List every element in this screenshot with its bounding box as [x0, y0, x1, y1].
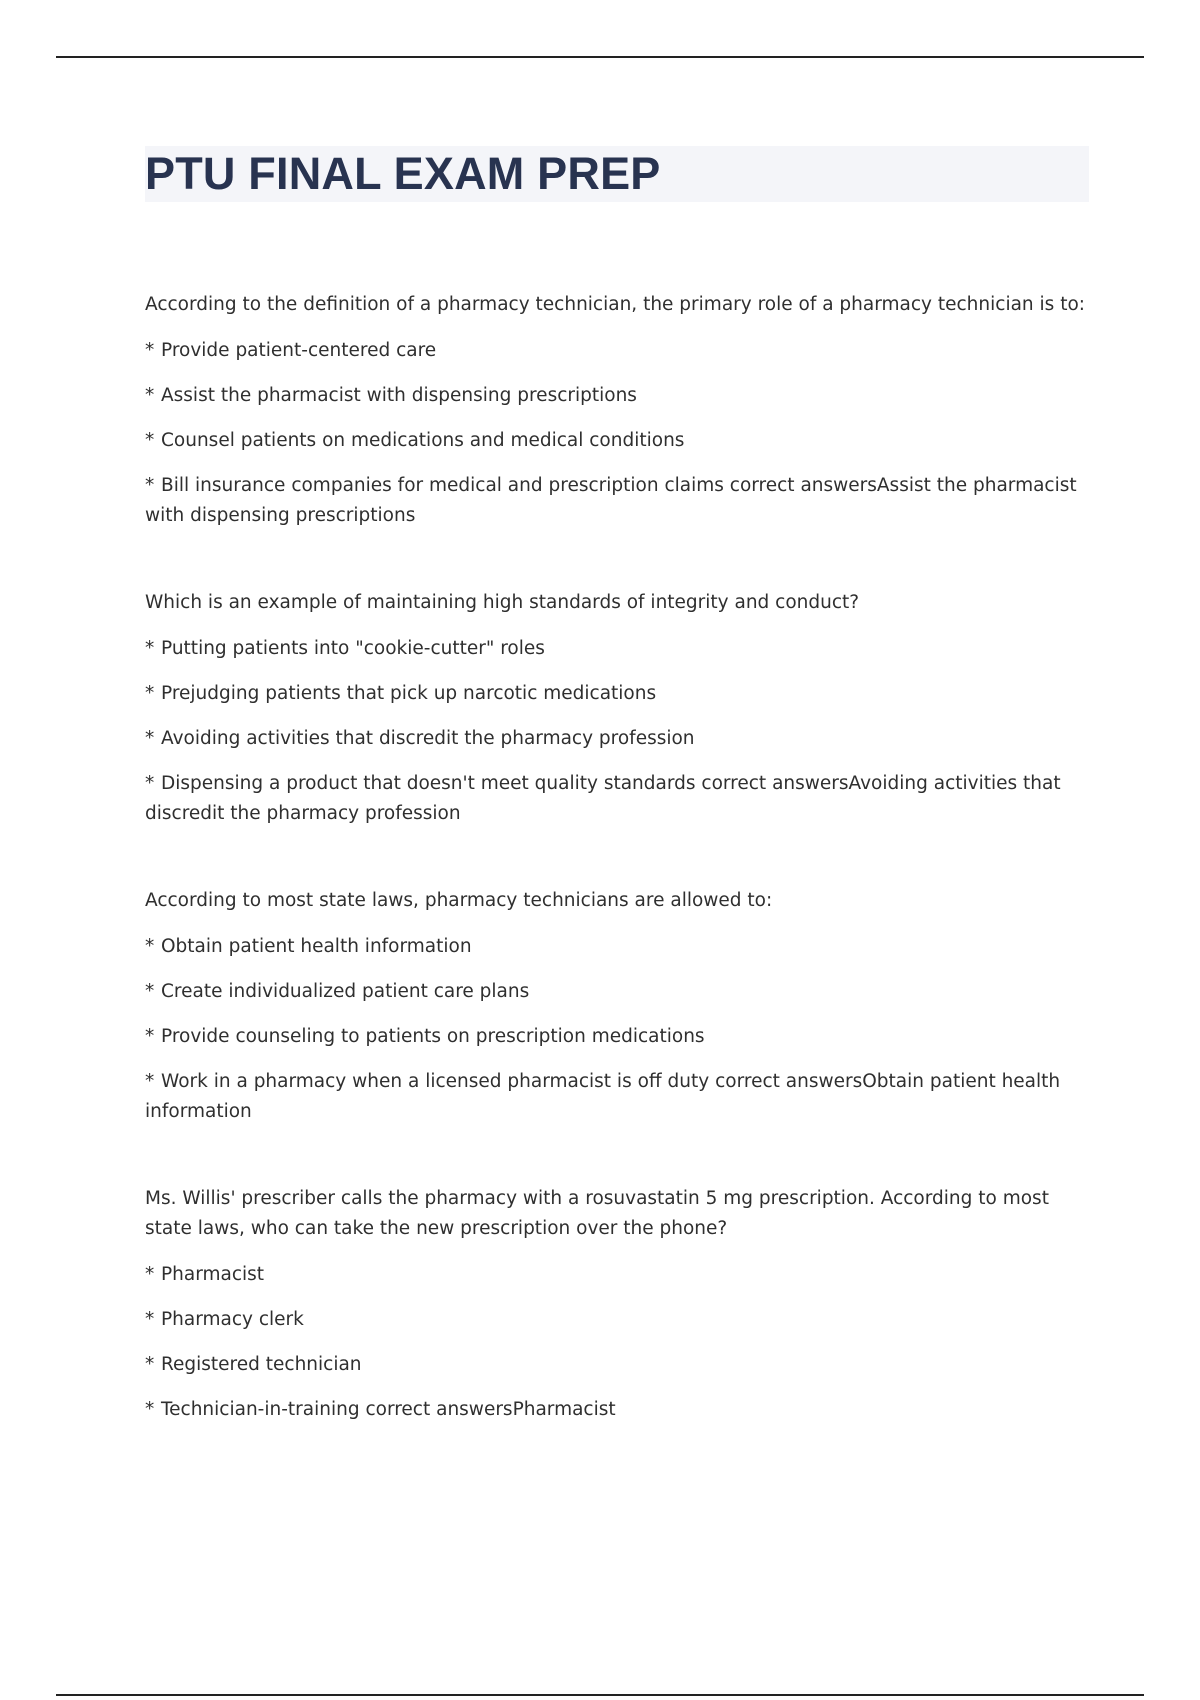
question-text: According to the definition of a pharmacy technician, the primary role of a pharmacy technician is to: — [145, 294, 1085, 315]
option-text: Dispensing a product that doesn't meet quality standards — [161, 773, 696, 794]
bullet-marker: * — [145, 1354, 155, 1375]
option-text: Work in a pharmacy when a licensed pharmacist is off duty — [161, 1071, 710, 1092]
option-text: Registered technician — [161, 1354, 362, 1375]
footer-rule — [56, 1694, 1144, 1696]
option-with-answer — [145, 471, 1090, 531]
question-block-2 — [145, 588, 1090, 829]
option — [145, 426, 1090, 456]
option — [145, 679, 1090, 709]
option — [145, 1350, 1090, 1380]
correct-answer: Obtain patient health information — [145, 1071, 1061, 1122]
correct-answer: Assist the pharmacist with dispensing prescriptions — [145, 475, 1077, 526]
option-text: Avoiding activities that discredit the pharmacy profession — [161, 728, 695, 749]
question-text: Which is an example of maintaining high standards of integrity and conduct? — [145, 592, 860, 613]
option-text: Provide patient-centered care — [161, 340, 437, 361]
bullet-marker: * — [145, 1026, 155, 1047]
option-with-answer — [145, 1395, 1090, 1425]
bullet-marker: * — [145, 683, 155, 704]
option-text: Prejudging patients that pick up narcotic medications — [161, 683, 657, 704]
option-text: Provide counseling to patients on prescription medications — [161, 1026, 705, 1047]
bullet-marker: * — [145, 1399, 155, 1420]
bullet-marker: * — [145, 1071, 155, 1092]
bullet-marker: * — [145, 1264, 155, 1285]
correct-answer: Avoiding activities that discredit the pharmacy profession — [145, 773, 1061, 824]
bullet-marker: * — [145, 773, 155, 794]
correct-answer: Pharmacist — [512, 1399, 616, 1420]
option — [145, 1260, 1090, 1290]
option-text: Technician-in-training — [161, 1399, 360, 1420]
bullet-marker: * — [145, 430, 155, 451]
option-text: Bill insurance companies for medical and prescription claims — [161, 475, 724, 496]
answer-prefix: correct answers — [715, 1071, 863, 1092]
option-text: Assist the pharmacist with dispensing prescriptions — [161, 385, 637, 406]
answer-prefix: correct answers — [365, 1399, 513, 1420]
question-block-4 — [145, 1184, 1090, 1425]
option — [145, 336, 1090, 366]
answer-prefix: correct answers — [729, 475, 877, 496]
bullet-marker: * — [145, 936, 155, 957]
option — [145, 724, 1090, 754]
question-text: According to most state laws, pharmacy technicians are allowed to: — [145, 890, 773, 911]
option — [145, 634, 1090, 664]
option — [145, 932, 1090, 962]
option-text: Obtain patient health information — [161, 936, 472, 957]
option-with-answer — [145, 769, 1090, 829]
question-block-1 — [145, 290, 1090, 531]
option — [145, 1305, 1090, 1335]
bullet-marker: * — [145, 385, 155, 406]
question-text: Ms. Willis' prescriber calls the pharmacy with a rosuvastatin 5 mg prescription. According to most state laws, who can take the new prescription over the phone? — [145, 1188, 1049, 1239]
bullet-marker: * — [145, 475, 155, 496]
bullet-marker: * — [145, 728, 155, 749]
bullet-marker: * — [145, 638, 155, 659]
bullet-marker: * — [145, 981, 155, 1002]
page-title: PTU FINAL EXAM PREP — [145, 148, 661, 199]
header-rule — [56, 56, 1144, 58]
option-text: Pharmacist — [161, 1264, 265, 1285]
option-text: Pharmacy clerk — [161, 1309, 304, 1330]
bullet-marker: * — [145, 1309, 155, 1330]
option-with-answer — [145, 1067, 1090, 1127]
bullet-marker: * — [145, 340, 155, 361]
option-text: Create individualized patient care plans — [161, 981, 530, 1002]
option — [145, 977, 1090, 1007]
option-text: Counsel patients on medications and medical conditions — [161, 430, 685, 451]
option — [145, 1022, 1090, 1052]
question-list — [145, 290, 1090, 1482]
option-text: Putting patients into "cookie-cutter" roles — [161, 638, 545, 659]
answer-prefix: correct answers — [701, 773, 849, 794]
question-block-3 — [145, 886, 1090, 1127]
option — [145, 381, 1090, 411]
